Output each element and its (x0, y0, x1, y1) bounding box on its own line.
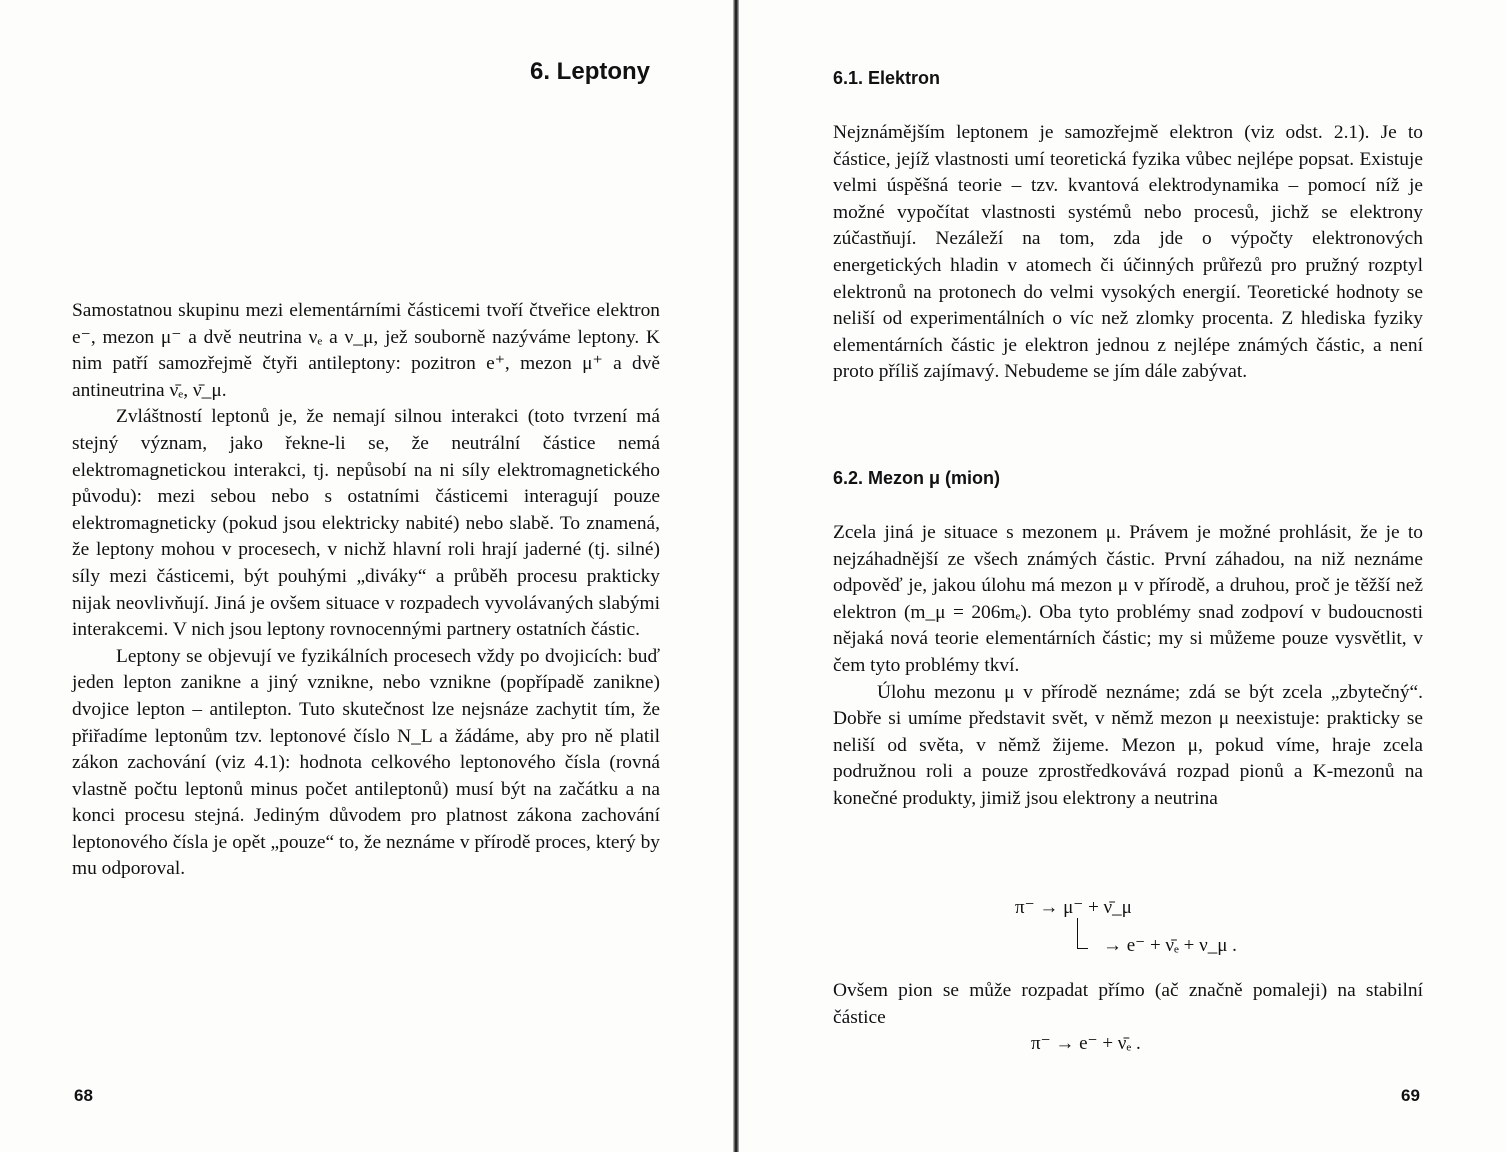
paragraph-lepton-number: Leptony se objevují ve fyzikálních procesech vždy po dvojicích: buď jeden lepton zanikne a jiný vznikne, nebo vznikne (popřípadě zanikne) dvojice lepton – antilepton. Tuto skutečnost lze nejsnáze zachytit tím, že přiřadíme leptonům tzv. leptonové číslo N_L a žádáme, aby pro ně platil zákon zachování (viz 4.1): hodnota celkového leptonového čísla (rovná vlastně počtu leptonů minus počet antileptonů) musí být na začátku a na konci procesu stejná. Jediným důvodem pro platnost zákona zachování leptonového čísla je opět „pouze“ to, že neznáme v přírodě proces, který by mu odporoval. (72, 645, 660, 880)
decay-formula-pion-direct: π⁻ → e⁻ + ν̄ₑ . (1031, 1033, 1141, 1054)
decay-formula-pion-to-muon: π⁻ → μ⁻ + ν̄_μ (1015, 897, 1132, 918)
paragraph-intro: Samostatnou skupinu mezi elementárními částicemi tvoří čtveřice elektron e⁻, mezon μ⁻ a dvě neutrina νₑ a ν_μ, jež souborně nazýváme leptony. K nim patří samozřejmě čtyři antileptony: pozitron e⁺, mezon μ⁺ a dvě antineutrina ν̄ₑ, ν̄_μ. (72, 300, 660, 401)
paragraph-electron: Nejznámějším leptonem je samozřejmě elektron (viz odst. 2.1). Je to částice, jejíž vlastnosti umí teoretická fyzika vůbec nejlépe popsat. Existuje velmi úspěšná teorie – tzv. kvantová elektrodynamika – pomocí níž je možné vypočítat vlastnosti systémů nebo procesů, jichž se elektrony zúčastňují. Nezáleží na tom, zda jde o výpočty elektronových energetických hladin v atomech či účinných průřezů pro pružný rozptyl elektronů na protonech do velmi vysokých energií. Teoretické hodnoty se neliší od experimentálních o víc než zlomky procenta. Z hlediska fyziky elementárních částic je elektron jednou z nejlépe známých částic, a není proto příliš zajímavý. Nebudeme se jím dále zabývat. (833, 122, 1423, 383)
chapter-title: 6. Leptony (530, 58, 651, 85)
section-text-muon (833, 520, 1423, 813)
page-number-right: 69 (1401, 1086, 1420, 1105)
paragraph-direct-decay-text: Ovšem pion se může rozpadat přímo (ač značně pomaleji) na stabilní částice (833, 980, 1423, 1028)
paragraph-muon-mystery: Zcela jiná je situace s mezonem μ. Právem je možné prohlásit, že je to nejzáhadnější ze všech známých částic. První záhadou, na niž neznáme odpověď je, jakou úlohu má mezon μ v přírodě, a druhou, proč je těžší než elektron (m_μ = 206mₑ). Oba tyto problémy snad zodpoví v budoucnosti nějaká nová teorie elementárních částic; my si můžeme pouze vysvětlit, v čem tyto problémy tkví. (833, 522, 1423, 676)
section-text-electron (833, 120, 1423, 386)
section-heading-muon: 6.2. Mezon μ (mion) (833, 468, 1001, 488)
left-page-text (72, 298, 660, 883)
page-number-left: 68 (74, 1086, 93, 1105)
right-page (739, 0, 1506, 1152)
decay-formula-muon-to-electron: → e⁻ + ν̄ₑ + ν_μ . (1103, 935, 1237, 956)
left-page (0, 0, 733, 1152)
paragraph-interactions: Zvláštností leptonů je, že nemají silnou interakci (toto tvrzení má stejný význam, jako řekne-li se, že neutrální částice nemá elektromagnetickou interakci, tj. nepůsobí na ni síly elektromagnetického původu): mezi sebou nebo s ostatními částicemi interagují pouze elektromagneticky (pokud jsou elektricky nabité) nebo slabě. To znamená, že leptony mohou v procesech, v nichž hlavní roli hrají jaderné (tj. silné) síly mezi částicemi, být pouhými „diváky“ a průběh procesu prakticky nijak neovlivňují. Jiná je ovšem situace v rozpadech vyvolávaných slabými interakcemi. V nich jsou leptony rovnocennými partnery ostatních částic. (72, 406, 660, 641)
paragraph-direct-decay (833, 978, 1423, 1031)
paragraph-muon-role: Úlohu mezonu μ v přírodě neznáme; zdá se být zcela „zbytečný“. Dobře si umíme představit svět, v němž mezon μ neexistuje: prakticky se neliší od světa, v němž žijeme. Mezon μ, pokud víme, hraje zcela podružnou roli a pouze zprostředkovává rozpad pionů a K-mezonů na konečné produkty, jimiž jsou elektrony a neutrina (833, 681, 1423, 809)
section-heading-electron: 6.1. Elektron (833, 68, 941, 88)
decay-arrow-bracket (1077, 918, 1088, 949)
